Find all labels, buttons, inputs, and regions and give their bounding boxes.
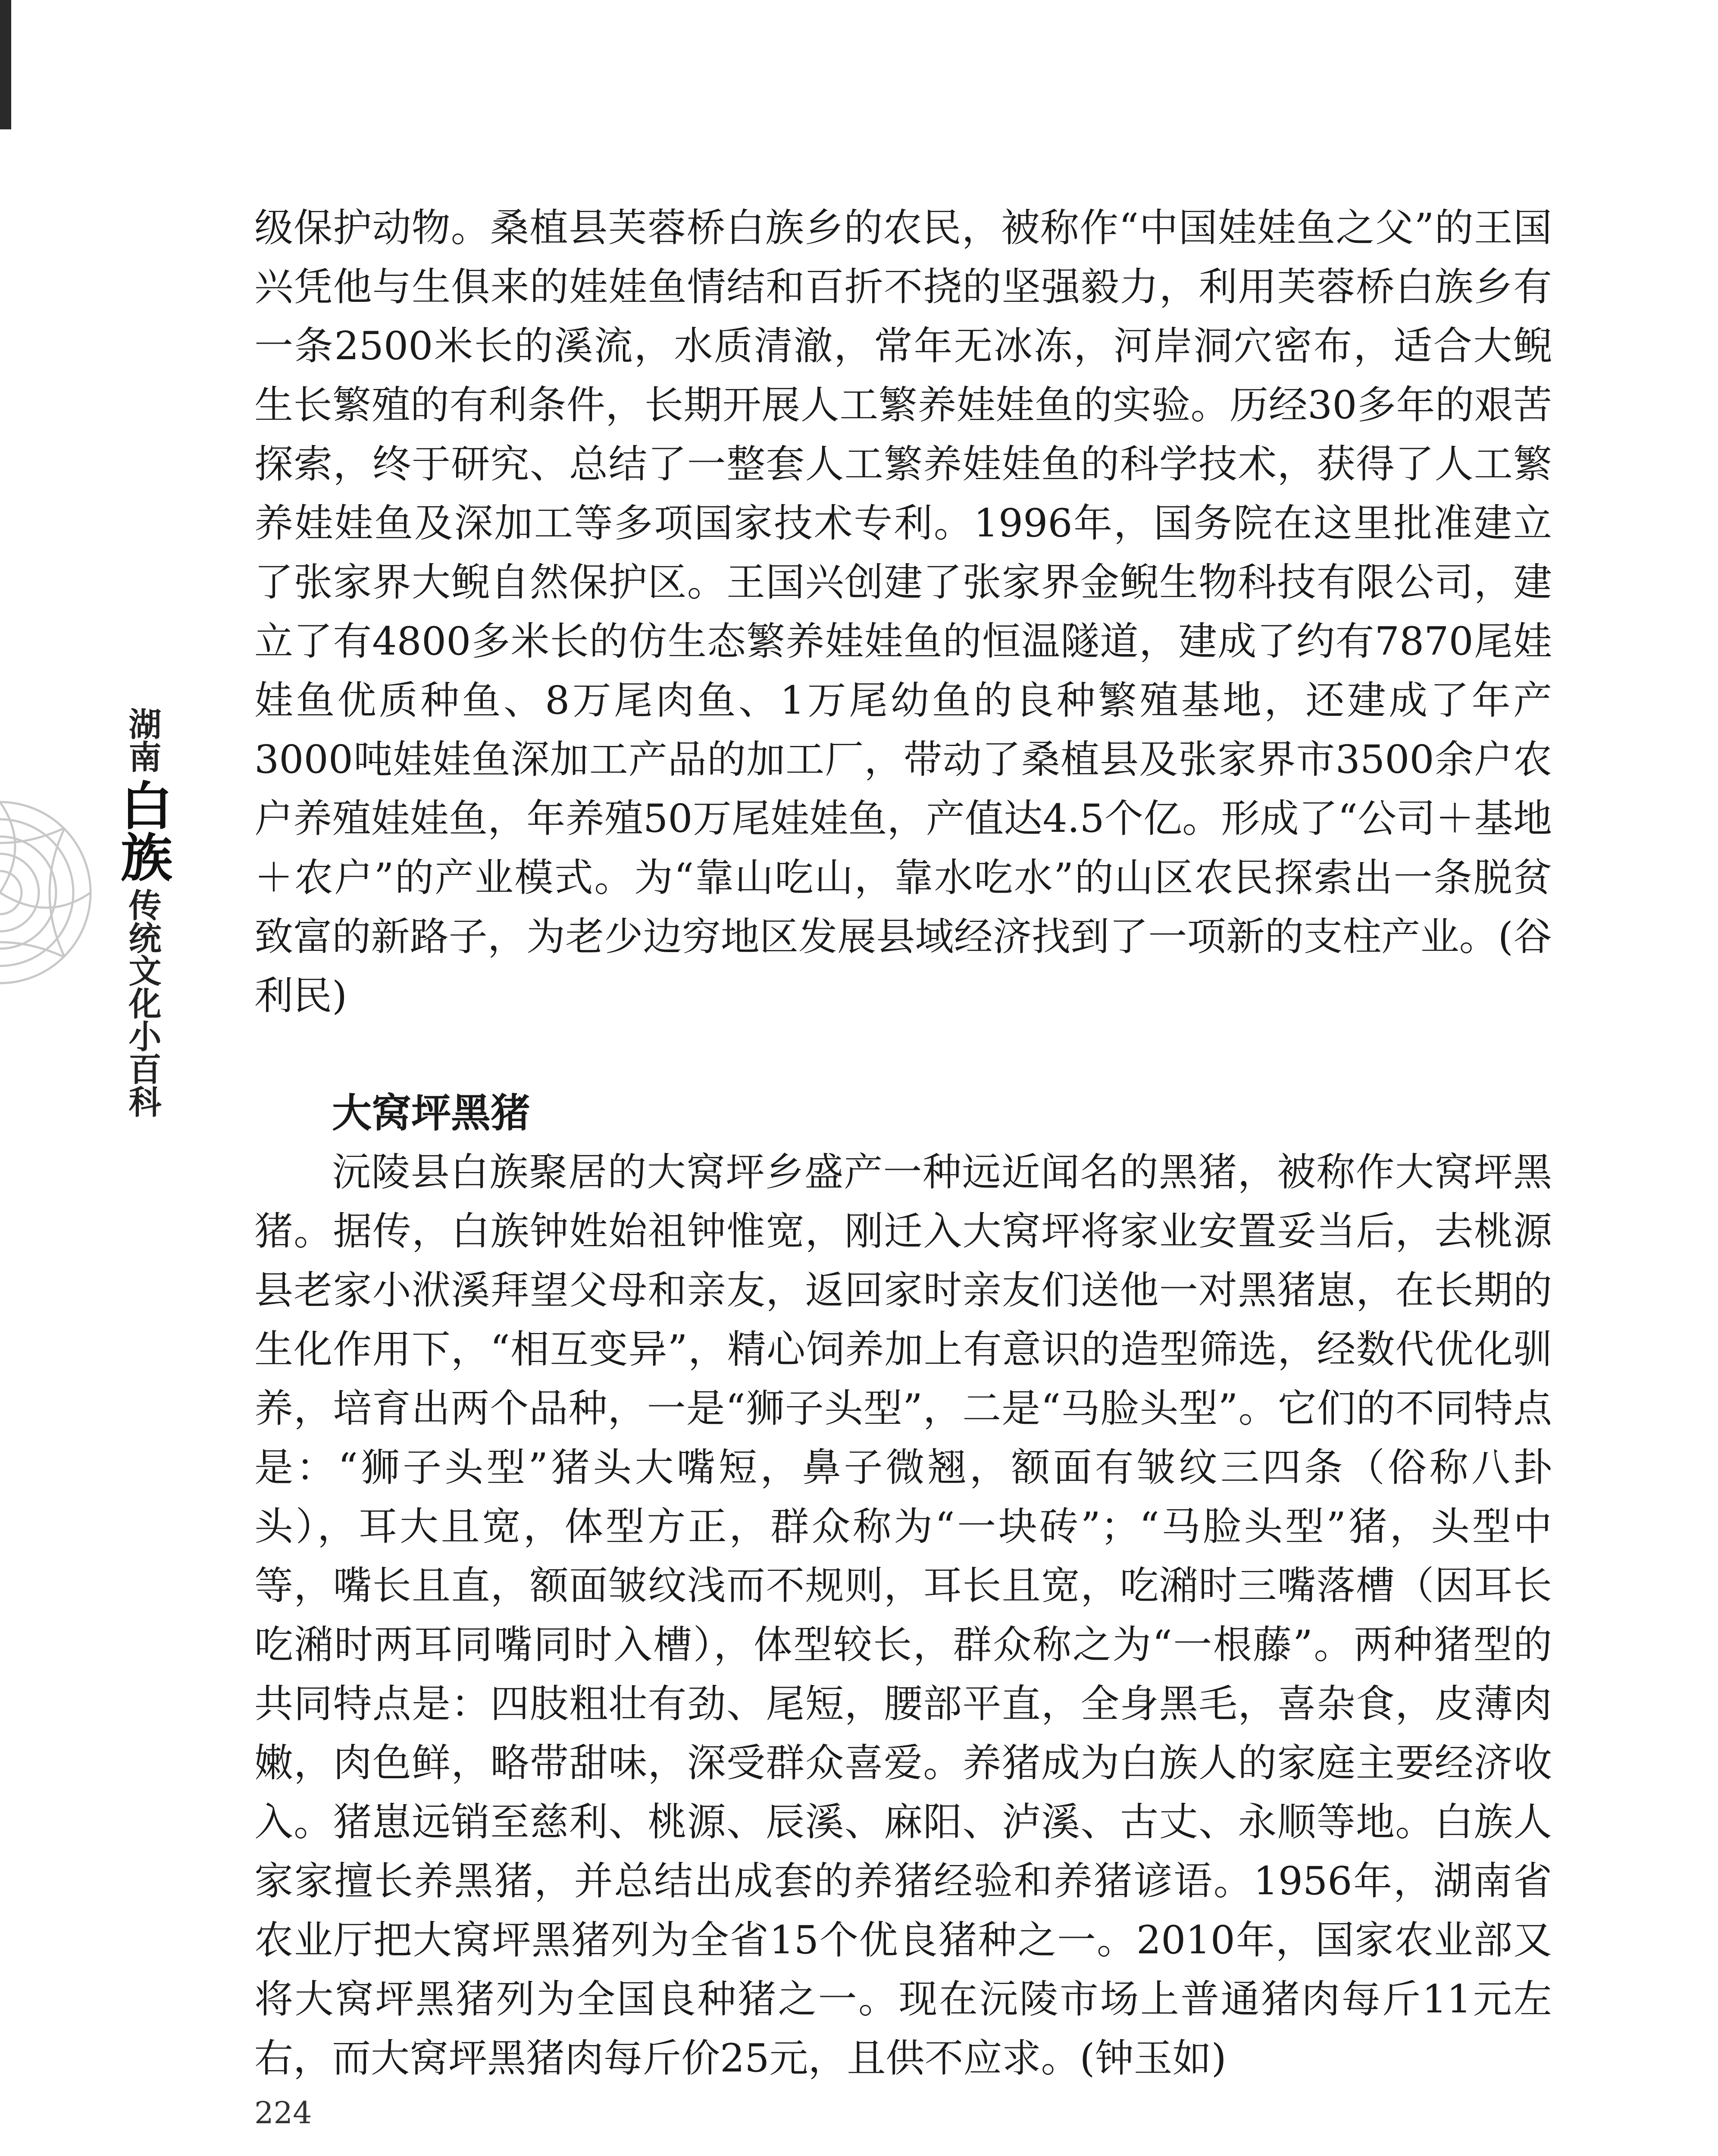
page-number: 224 [254,2095,312,2131]
article1-paragraph: 级保护动物。桑植县芙蓉桥白族乡的农民，被称作“中国娃娃鱼之父”的王国兴凭他与生俱来的娃娃鱼情结和百折不挠的坚强毅力，利用芙蓉桥白族乡有一条2500米长的溪流，水质清澈，常年无冰冻，河岸洞穴密布，适合大鲵生长繁殖的有利条件，长期开展人工繁养娃娃鱼的实验。历经30多年的艰苦探索，终于研究、总结了一整套人工繁养娃娃鱼的科学技术，获得了人工繁养娃娃鱼及深加工等多项国家技术专利。1996年，国务院在这里批准建立了张家界大鲵自然保护区。王国兴创建了张家界金鲵生物科技有限公司，建立了有4800多米长的仿生态繁养娃娃鱼的恒温隧道，建成了约有7870尾娃娃鱼优质种鱼、8万尾肉鱼、1万尾幼鱼的良种繁殖基地，还建成了年产3000吨娃娃鱼深加工产品的加工厂，带动了桑植县及张家界市3500余户农户养殖娃娃鱼，年养殖50万尾娃娃鱼，产值达4.5个亿。形成了“公司＋基地＋农户”的产业模式。为“靠山吃山，靠水吃水”的山区农民探索出一条脱贫致富的新路子，为老少边穷地区发展县域经济找到了一项新的支柱产业。(谷利民) [254,205,1552,1018]
book-title-line3: 传统文化小百科 [123,888,162,1118]
article2-heading: 大窝坪黑猪 [332,1090,531,1136]
book-title-line1: 湖南 [123,707,162,773]
main-content [254,198,1552,2088]
book-title-line2: 白族 [112,779,173,882]
decorative-pattern-icon [0,793,99,992]
article2-paragraph: 沅陵县白族聚居的大窝坪乡盛产一种远近闻名的黑猪，被称作大窝坪黑猪。据传，白族钟姓始祖钟惟宽，刚迁入大窝坪将家业安置妥当后，去桃源县老家小洑溪拜望父母和亲友，返回家时亲友们送他一对黑猪崽，在长期的生化作用下，“相互变异”，精心饲养加上有意识的造型筛选，经数代优化驯养，培育出两个品种，一是“狮子头型”，二是“马脸头型”。它们的不同特点是：“狮子头型”猪头大嘴短，鼻子微翘，额面有皱纹三四条（俗称八卦头），耳大且宽，体型方正，群众称为“一块砖”；“马脸头型”猪，头型中等，嘴长且直，额面皱纹浅而不规则，耳长且宽，吃潲时三嘴落槽（因耳长吃潲时两耳同嘴同时入槽），体型较长，群众称之为“一根藤”。两种猪型的共同特点是：四肢粗壮有劲、尾短，腰部平直，全身黑毛，喜杂食，皮薄肉嫩，肉色鲜，略带甜味，深受群众喜爱。养猪成为白族人的家庭主要经济收入。猪崽远销至慈利、桃源、辰溪、麻阳、泸溪、古丈、永顺等地。白族人家家擅长养黑猪，并总结出成套的养猪经验和养猪谚语。1956年，湖南省农业厅把大窝坪黑猪列为全省15个优良猪种之一。2010年，国家农业部又将大窝坪黑猪列为全国良种猪之一。现在沅陵市场上普通猪肉每斤11元左右，而大窝坪黑猪肉每斤价25元，且供不应求。(钟玉如) [254,1150,1552,2081]
book-title-vertical [110,707,175,1118]
page-edge-strip [0,0,11,129]
